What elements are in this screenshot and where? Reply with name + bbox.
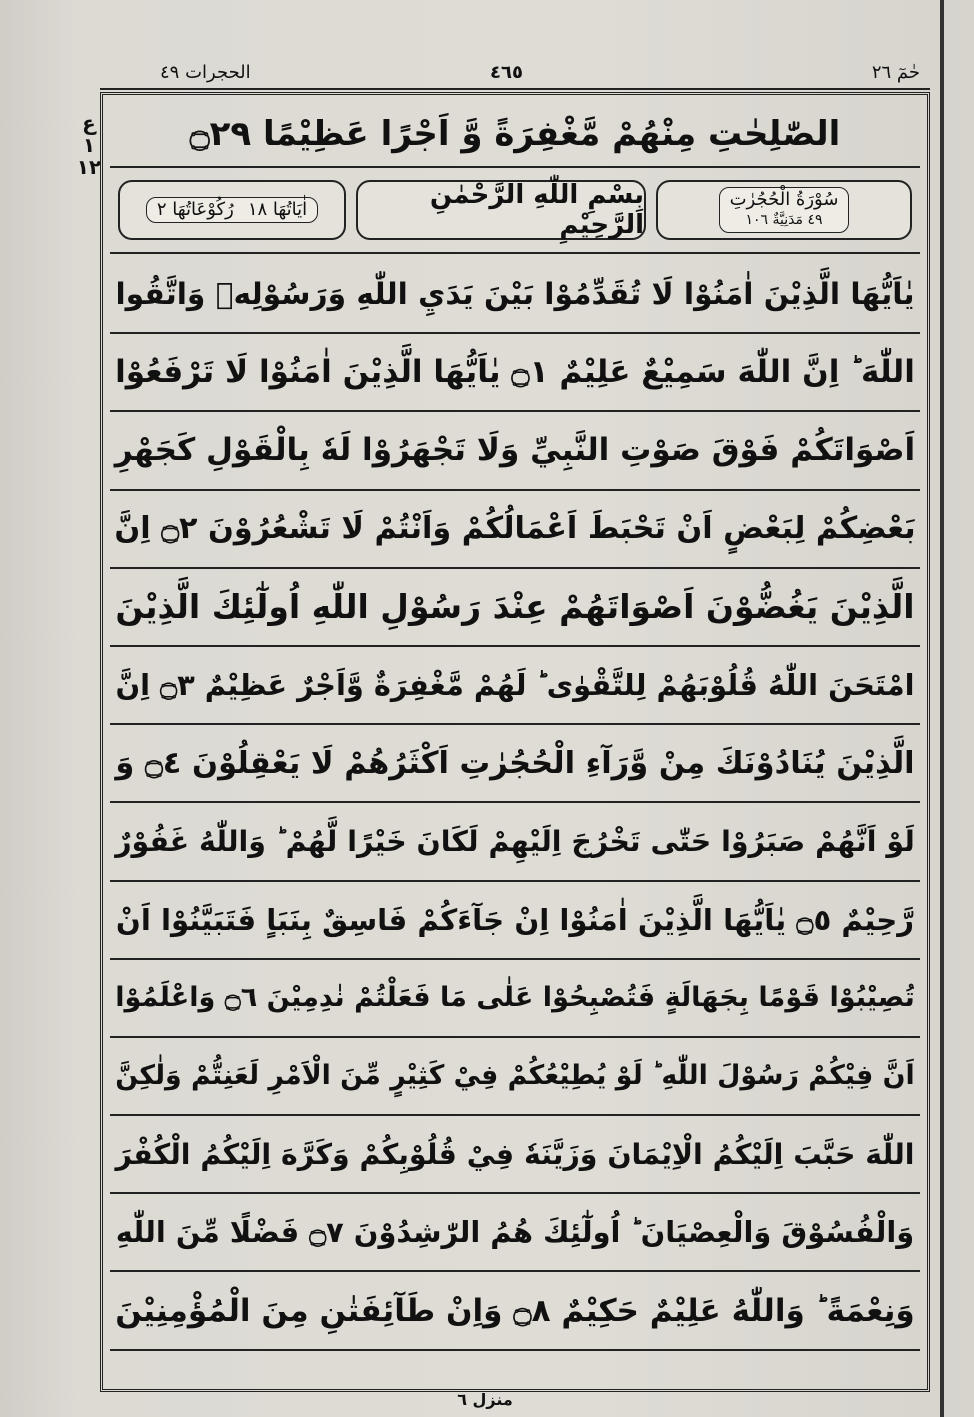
verse-line — [110, 1272, 920, 1350]
ruku-count: رُكُوْعَاتُهَا ٢ — [156, 199, 234, 220]
verse-text: رَّحِيْمٌ ۝٥ يٰاَيُّهَا الَّذِيْنَ اٰمَنُوْا اِنْ جَآءَكُمْ فَاسِقٌ بِنَبَاٍ فَتَبَيَّنُوْا اَنْ — [115, 902, 915, 937]
ayat-count: اٰيَاتُهَا ١٨ — [247, 199, 308, 220]
surah-count-cartouche — [118, 180, 346, 240]
verse-text: اَصْوَاتَكُمْ فَوْقَ صَوْتِ النَّبِيِّ وَلَا تَجْهَرُوْا لَهٗ بِالْقَوْلِ كَجَهْرِ — [114, 432, 916, 469]
verse-text: الَّذِيْنَ يَغُضُّوْنَ اَصْوَاتَهُمْ عِنْدَ رَسُوْلِ اللّٰهِ اُولٰٓئِكَ الَّذِيْنَ — [115, 587, 915, 627]
verse-line — [110, 960, 920, 1038]
header-juz: حٰمٓ ٢٦ — [871, 62, 920, 83]
verse-line — [110, 412, 920, 490]
verse-line — [110, 1038, 920, 1116]
verse-text: اَنَّ فِيْكُمْ رَسُوْلَ اللّٰهِ ؕ لَوْ يُطِيْعُكُمْ فِيْ كَثِيْرٍ مِّنَ الْاَمْرِ لَعَنِتُّمْ وَلٰكِنَّ — [115, 1060, 915, 1092]
verse-text: يٰاَيُّهَا الَّذِيْنَ اٰمَنُوْا لَا تُقَدِّمُوْا بَيْنَ يَدَيِ اللّٰهِ وَرَسُوْلِهٖ وَاتَّقُوا — [115, 276, 915, 312]
verse-lines — [110, 256, 920, 1351]
verse-line — [110, 647, 920, 725]
page-header — [100, 60, 930, 90]
verse-line — [110, 803, 920, 881]
surah-title: سُوْرَةُ الْحُجُرٰتِ — [729, 189, 839, 210]
verse-text: وَنِعْمَةً ؕ وَاللّٰهُ عَلِيْمٌ حَكِيْمٌ ۝٨ وَاِنْ طَآئِفَتٰنِ مِنَ الْمُؤْمِنِيْنَ — [115, 1292, 915, 1329]
ruku-number: ١ — [82, 133, 96, 157]
verse-text: الَّذِيْنَ يُنَادُوْنَكَ مِنْ وَّرَآءِ الْحُجُرٰتِ اَكْثَرُهُمْ لَا يَعْقِلُوْنَ ۝٤ وَ — [115, 745, 915, 781]
manzil-footer: منزل ٦ — [457, 1390, 513, 1409]
verse-line — [110, 882, 920, 960]
ruku-total: ١٢ — [76, 155, 102, 179]
verse-line — [110, 725, 920, 803]
surah-title-cartouche — [656, 180, 912, 240]
header-page-number: ٤٦٥ — [490, 62, 523, 83]
bismillah: بِسْمِ اللّٰهِ الرَّحْمٰنِ الرَّحِيْمِ — [429, 180, 644, 240]
header-surah-name: الحجرات ٤٩ — [160, 62, 251, 83]
verse-line — [110, 334, 920, 412]
verse-line — [110, 491, 920, 569]
surah-info: ٤٩ مَدَنِيَّةٌ ١٠٦ — [745, 212, 823, 228]
verse-text: امْتَحَنَ اللّٰهُ قُلُوْبَهُمْ لِلتَّقْوٰى ؕ لَهُمْ مَّغْفِرَةٌ وَّاَجْرٌ عَظِيْمٌ ۝٣ اِنَّ — [115, 668, 915, 703]
verse-text: تُصِيْبُوْا قَوْمًا بِجَهَالَةٍ فَتُصْبِحُوْا عَلٰى مَا فَعَلْتُمْ نٰدِمِيْنَ ۝٦ وَاعْلَمُوْا — [115, 982, 915, 1014]
verse-line — [110, 1116, 920, 1194]
verse-line-top — [110, 100, 920, 168]
ruku-sign: ع — [82, 111, 96, 135]
verse-line — [110, 256, 920, 334]
verse-line — [110, 1194, 920, 1272]
verse-text: وَالْفُسُوْقَ وَالْعِصْيَانَ ؕ اُولٰٓئِكَ هُمُ الرّٰشِدُوْنَ ۝٧ فَضْلًا مِّنَ اللّٰهِ — [115, 1215, 915, 1250]
verse-text: لَوْ اَنَّهُمْ صَبَرُوْا حَتّٰى تَخْرُجَ اِلَيْهِمْ لَكَانَ خَيْرًا لَّهُمْ ؕ وَاللّٰهُ غَفُوْرٌ — [115, 824, 915, 858]
verse-text: بَعْضِكُمْ لِبَعْضٍ اَنْ تَحْبَطَ اَعْمَالُكُمْ وَاَنْتُمْ لَا تَشْعُرُوْنَ ۝٢ اِنَّ — [114, 511, 916, 547]
verse-text: اللّٰهَ ؕ اِنَّ اللّٰهَ سَمِيْعٌ عَلِيْمٌ ۝١ يٰاَيُّهَا الَّذِيْنَ اٰمَنُوْا لَا تَرْفَعُوْا — [115, 354, 915, 391]
verse-line — [110, 569, 920, 647]
page-binding-edge — [940, 0, 944, 1417]
surah-banner — [110, 172, 920, 254]
bismillah-cartouche — [356, 180, 646, 240]
verse-text: اللّٰهَ حَبَّبَ اِلَيْكُمُ الْاِيْمَانَ وَزَيَّنَهٗ فِيْ قُلُوْبِكُمْ وَكَرَّهَ اِلَيْكُمُ الْكُفْرَ — [115, 1137, 915, 1171]
verse-text: الصّٰلِحٰتِ مِنْهُمْ مَّغْفِرَةً وَّ اَجْرًا عَظِيْمًا ۝٢٩ — [189, 113, 841, 154]
